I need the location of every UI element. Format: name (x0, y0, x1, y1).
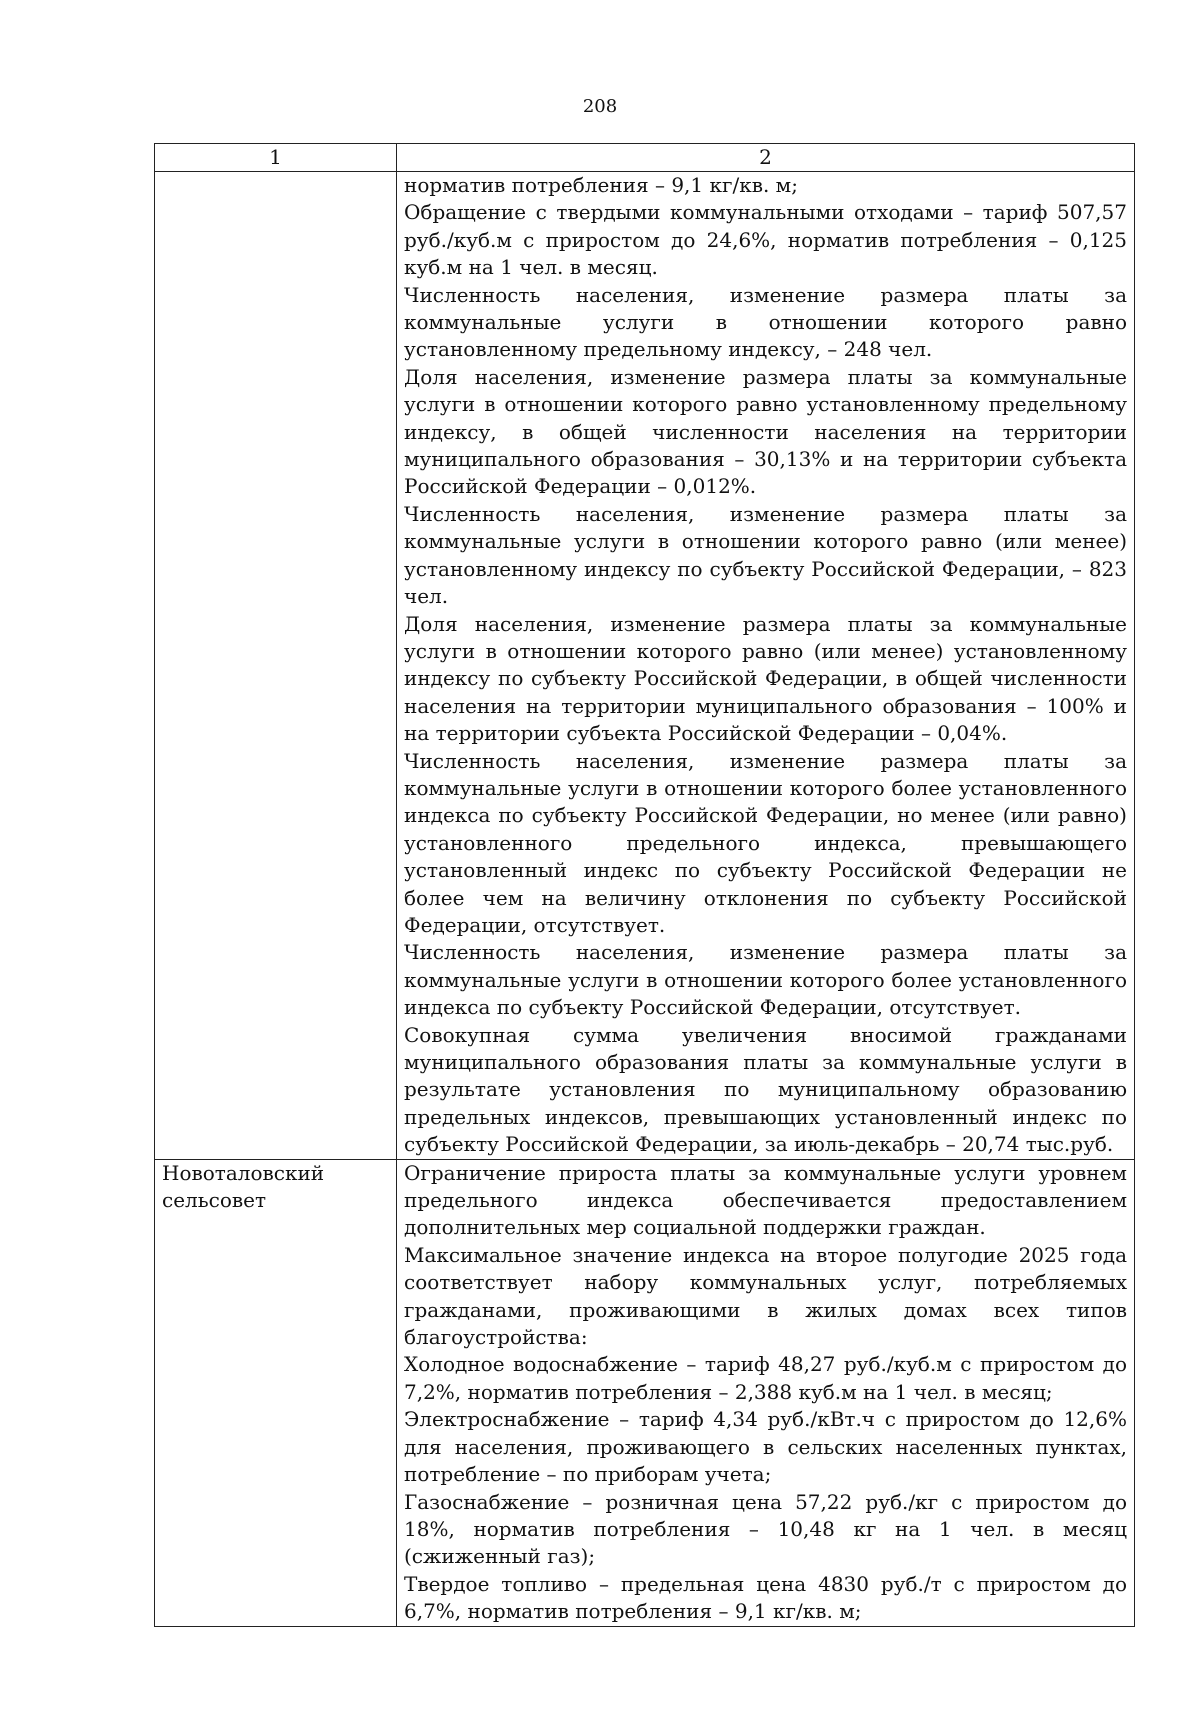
paragraph: Твердое топливо – предельная цена 4830 руб./т с приростом до 6,7%, норматив потребления – 9,1 кг/кв. м; (404, 1571, 1127, 1624)
paragraph: Численность населения, изменение размера платы за коммунальные услуги в отношении которого равно установленному предельному индексу, – 248 чел. (404, 282, 1127, 362)
paragraph: Численность населения, изменение размера платы за коммунальные услуги в отношении которого более установленного индекса по субъекту Российской Федерации, но менее (или равно) установленного предельного индекса, превышающего установленный индекс по субъекту Российской Федерации не более чем на величину отклонения по субъекту Российской Федерации, отсутствует. (404, 748, 1127, 937)
paragraph: норматив потребления – 9,1 кг/кв. м; (404, 173, 798, 197)
paragraph: Электроснабжение – тариф 4,34 руб./кВт.ч с приростом до 12,6% для населения, проживающего в сельских населенных пунктах, потребление – по приборам учета; (404, 1407, 1127, 1487)
paragraph: Газоснабжение – розничная цена 57,22 руб./кг с приростом до 18%, норматив потребления – 10,48 кг на 1 чел. в месяц (сжиженный газ); (404, 1489, 1127, 1569)
municipality-cell (155, 172, 397, 1160)
paragraph: Доля населения, изменение размера платы за коммунальные услуги в отношении которого равно установленному предельному индексу, в общей численности населения на территории муниципального образования – 30,13% и на территории субъекта Российской Федерации – 0,012%. (404, 364, 1127, 499)
paragraph: Численность населения, изменение размера платы за коммунальные услуги в отношении которого равно (или менее) установленному индексу по субъекту Российской Федерации, – 823 чел. (404, 501, 1127, 609)
description-cell (397, 1159, 1135, 1626)
column-header-1: 1 (155, 144, 397, 172)
document-table (154, 143, 1135, 1627)
paragraph: Максимальное значение индекса на второе полугодие 2025 года соответствует набору коммунальных услуг, потребляемых гражданами, проживающими в жилых домах всех типов благоустройства: (404, 1242, 1127, 1350)
paragraph: Ограничение прироста платы за коммунальные услуги уровнем предельного индекса обеспечивается предоставлением дополнительных мер социальной поддержки граждан. (404, 1160, 1127, 1240)
table-row (155, 172, 1135, 1160)
paragraph: Холодное водоснабжение – тариф 48,27 руб./куб.м с приростом до 7,2%, норматив потребления – 2,388 куб.м на 1 чел. в месяц; (404, 1352, 1127, 1404)
page-number: 208 (582, 96, 618, 117)
column-header-2: 2 (397, 144, 1135, 172)
municipality-cell: Новоталовский сельсовет (155, 1159, 397, 1626)
table-header-row (155, 144, 1135, 172)
paragraph: Доля населения, изменение размера платы за коммунальные услуги в отношении которого равно (или менее) установленному индексу по субъекту Российской Федерации, в общей численности населения на территории муниципального образования – 100% и на территории субъекта Российской Федерации – 0,04%. (404, 611, 1127, 746)
description-cell (397, 172, 1135, 1160)
paragraph: Обращение с твердыми коммунальными отходами – тариф 507,57 руб./куб.м с приростом до 24,6%, норматив потребления – 0,125 куб.м на 1 чел. в месяц. (404, 200, 1127, 280)
paragraph: Численность населения, изменение размера платы за коммунальные услуги в отношении которого более установленного индекса по субъекту Российской Федерации, отсутствует. (404, 940, 1127, 1020)
table-row (155, 1159, 1135, 1626)
paragraph: Совокупная сумма увеличения вносимой гражданами муниципального образования платы за коммунальные услуги в результате установления по муниципальному образованию предельных индексов, превышающих установленный индекс по субъекту Российской Федерации, за июль-декабрь – 20,74 тыс.руб. (404, 1022, 1127, 1157)
